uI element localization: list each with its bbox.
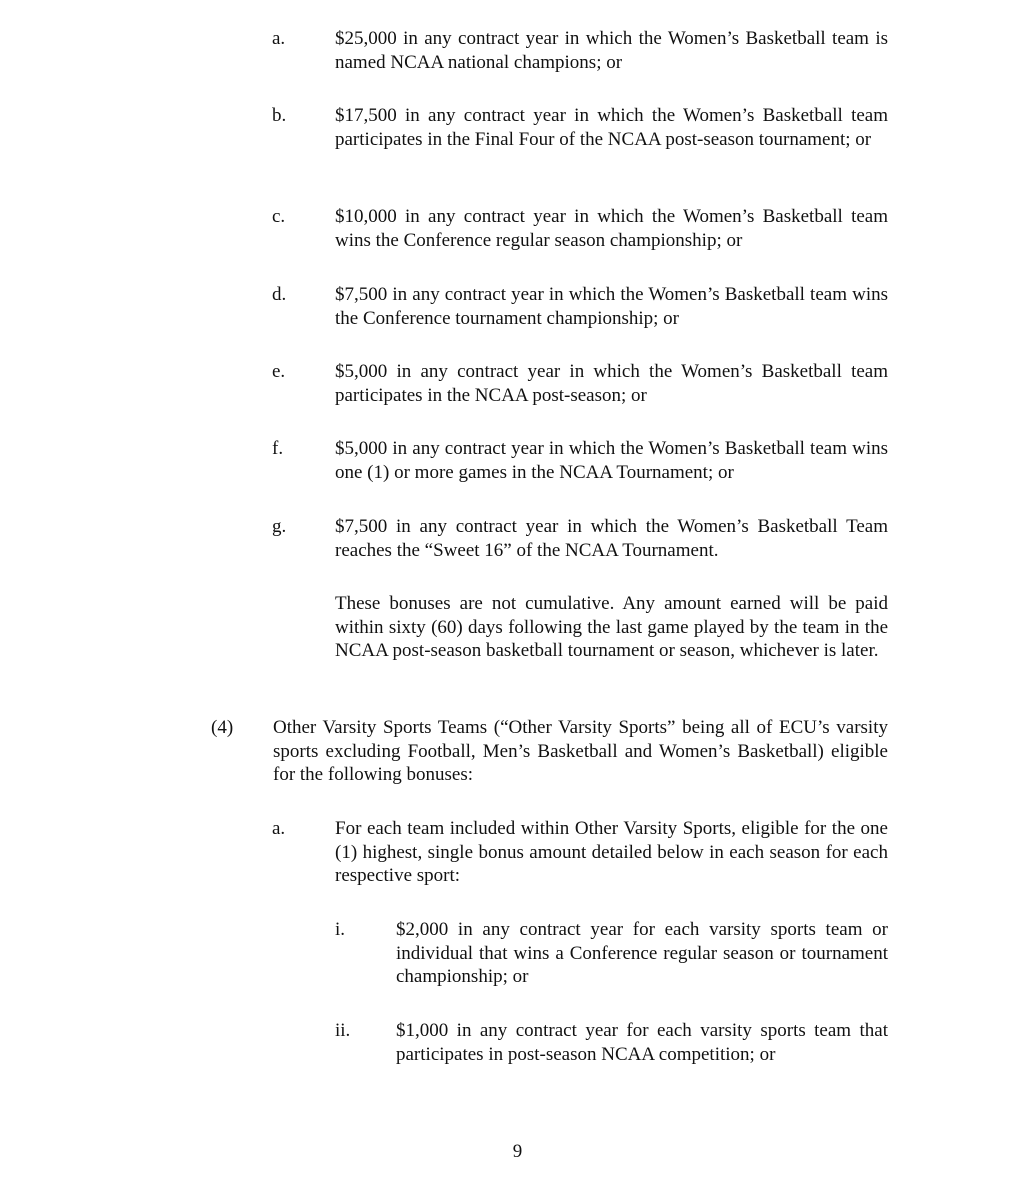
item-d-marker: d. <box>272 284 287 305</box>
item-b-marker: b. <box>272 105 287 126</box>
subitem-i-text: $2,000 in any contract year for each varsity sports team or individual that wins a Conference regular season or tournament championship; or <box>396 919 888 987</box>
item-a-text: $25,000 in any contract year in which the Women’s Basketball team is named NCAA national champions; or <box>335 28 888 73</box>
item-c-text: $10,000 in any contract year in which the Women’s Basketball team wins the Conference regular season championship; or <box>335 206 888 251</box>
item-e-text: $5,000 in any contract year in which the Women’s Basketball team participates in the NCAA post-season; or <box>335 361 888 406</box>
bonus-note-paragraph: These bonuses are not cumulative. Any amount earned will be paid within sixty (60) days following the last game played by the team in the NCAA post-season basketball tournament or season, whichever is later. <box>335 593 888 661</box>
subitem-i-marker: i. <box>335 919 346 940</box>
item-b-text: $17,500 in any contract year in which the Women’s Basketball team participates in the Final Four of the NCAA post-season tournament; or <box>335 105 888 150</box>
section-4-text: Other Varsity Sports Teams (“Other Varsity Sports” being all of ECU’s varsity sports excluding Football, Men’s Basketball and Women’s Basketball) eligible for the following bonuses: <box>273 717 888 785</box>
item-d-text: $7,500 in any contract year in which the Women’s Basketball team wins the Conference tournament championship; or <box>335 284 888 329</box>
item-e-marker: e. <box>272 361 286 382</box>
item-f-marker: f. <box>272 438 284 459</box>
item-g-marker: g. <box>272 516 287 537</box>
item-f-text: $5,000 in any contract year in which the Women’s Basketball team wins one (1) or more games in the NCAA Tournament; or <box>335 438 888 483</box>
section-4a-marker: a. <box>272 818 286 839</box>
subitem-ii-text: $1,000 in any contract year for each varsity sports team that participates in post-season NCAA competition; or <box>396 1020 888 1065</box>
item-a-marker: a. <box>272 28 286 49</box>
section-4-marker: (4) <box>211 717 234 738</box>
section-4a-text: For each team included within Other Varsity Sports, eligible for the one (1) highest, single bonus amount detailed below in each season for each respective sport: <box>335 818 888 886</box>
page-number: 9 <box>512 1141 523 1162</box>
subitem-ii-marker: ii. <box>335 1020 351 1041</box>
item-g-text: $7,500 in any contract year in which the Women’s Basketball Team reaches the “Sweet 16” of the NCAA Tournament. <box>335 516 888 561</box>
item-c-marker: c. <box>272 206 286 227</box>
